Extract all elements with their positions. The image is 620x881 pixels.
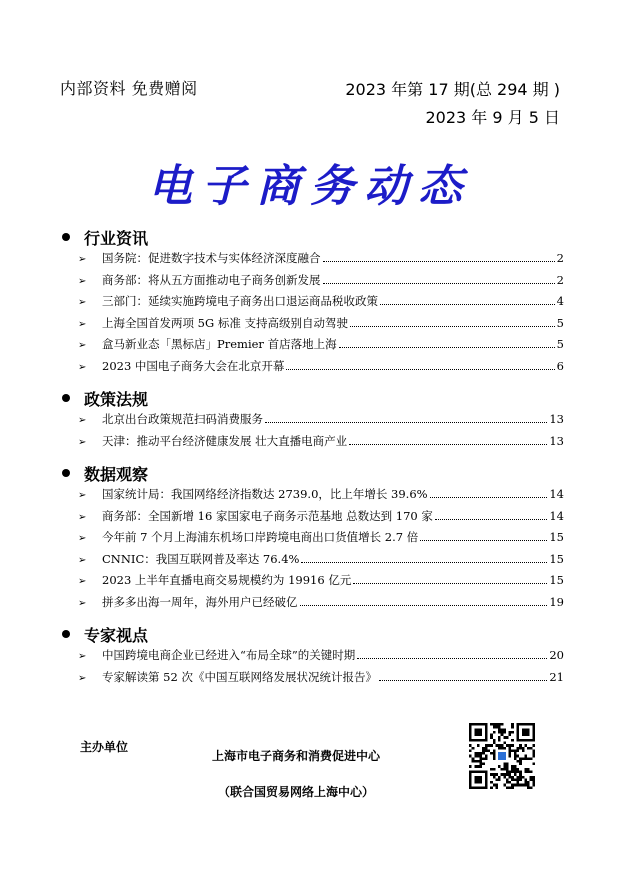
entry-title: CNNIC：我国互联网普及率达 76.4% bbox=[102, 551, 300, 566]
arrow-right-icon: ➢ bbox=[78, 436, 87, 448]
bullet-icon bbox=[62, 469, 70, 477]
entry-title: 中国跨境电商企业已经进入“布局全球”的关键时期 bbox=[102, 648, 356, 662]
dot-leader bbox=[300, 596, 548, 606]
entry-title: 商务部：全国新增 16 家国家电子商务示范基地 总数达到 170 家 bbox=[102, 508, 433, 523]
dot-leader bbox=[323, 274, 555, 284]
bullet-icon bbox=[62, 233, 70, 241]
masthead-title: 电子商务动态 bbox=[148, 161, 472, 212]
dot-leader bbox=[350, 317, 555, 327]
dot-leader bbox=[286, 360, 554, 370]
arrow-right-icon: ➢ bbox=[78, 672, 87, 684]
arrow-right-icon: ➢ bbox=[78, 340, 87, 351]
arrow-right-icon: ➢ bbox=[78, 318, 87, 330]
entry-title: 2023 中国电子商务大会在北京开幕 bbox=[102, 358, 285, 373]
dot-leader bbox=[349, 435, 547, 445]
arrow-right-icon: ➢ bbox=[78, 275, 87, 287]
entry-page-number: 13 bbox=[549, 433, 564, 448]
arrow-right-icon: ➢ bbox=[78, 254, 87, 265]
sponsor-subtitle: （联合国贸易网络上海中心） bbox=[217, 785, 374, 799]
dot-leader bbox=[265, 413, 547, 423]
section-title: 政策法规 bbox=[84, 389, 149, 409]
arrow-right-icon: ➢ bbox=[78, 297, 87, 308]
arrow-right-icon: ➢ bbox=[78, 533, 87, 544]
toc-entry[interactable] bbox=[58, 486, 564, 508]
toc-entry[interactable] bbox=[58, 551, 564, 573]
entry-page-number: 5 bbox=[556, 337, 564, 351]
dot-leader bbox=[323, 252, 555, 262]
sponsor-organization bbox=[196, 738, 396, 810]
entry-title: 北京出台政策规范扫码消费服务 bbox=[102, 412, 263, 426]
toc-entry[interactable] bbox=[58, 411, 564, 433]
issue-date: 2023 年 9 月 5 日 bbox=[425, 108, 560, 127]
entry-page-number: 14 bbox=[549, 508, 564, 523]
dot-leader bbox=[339, 338, 555, 348]
entry-title: 拼多多出海一周年，海外用户已经破亿 bbox=[102, 594, 298, 609]
section-heading bbox=[58, 385, 564, 411]
entry-title: 专家解读第 52 次《中国互联网络发展状况统计报告》 bbox=[102, 669, 377, 684]
entry-page-number: 2 bbox=[556, 272, 564, 287]
section-title: 行业资讯 bbox=[84, 228, 149, 248]
entry-title: 商务部：将从五方面推动电子商务创新发展 bbox=[102, 272, 321, 287]
toc-entry[interactable] bbox=[58, 529, 564, 551]
toc-entry[interactable] bbox=[58, 647, 564, 669]
entry-title: 三部门：延续实施跨境电子商务出口退运商品税收政策 bbox=[102, 294, 378, 308]
toc-entry[interactable] bbox=[58, 508, 564, 530]
bullet-icon bbox=[62, 394, 70, 402]
dot-leader bbox=[379, 671, 547, 681]
entry-title: 国家统计局：我国网络经济指数达 2739.0，比上年增长 39.6% bbox=[102, 487, 428, 501]
entry-page-number: 14 bbox=[549, 487, 564, 501]
dot-leader bbox=[420, 531, 547, 541]
entry-page-number: 13 bbox=[549, 412, 564, 426]
publication-note: 内部资料 免费赠阅 bbox=[60, 79, 198, 98]
qr-code-icon bbox=[469, 723, 535, 789]
entry-page-number: 15 bbox=[549, 530, 564, 544]
sponsor-label: 主办单位 bbox=[80, 740, 129, 754]
entry-title: 盒马新业态「黑标店」Premier 首店落地上海 bbox=[102, 337, 337, 351]
dot-leader bbox=[353, 574, 547, 584]
toc-entry[interactable] bbox=[58, 433, 564, 455]
section-heading bbox=[58, 621, 564, 647]
section-heading bbox=[58, 224, 564, 250]
entry-title: 上海全国首发两项 5G 标准 支持高级别自动驾驶 bbox=[102, 315, 348, 330]
toc-entry[interactable] bbox=[58, 272, 564, 294]
entry-page-number: 15 bbox=[549, 551, 564, 566]
arrow-right-icon: ➢ bbox=[78, 554, 87, 566]
dot-leader bbox=[430, 488, 548, 498]
arrow-right-icon: ➢ bbox=[78, 651, 87, 662]
section-heading bbox=[58, 460, 564, 486]
entry-page-number: 6 bbox=[556, 358, 564, 373]
toc-entry[interactable] bbox=[58, 250, 564, 272]
entry-page-number: 4 bbox=[556, 294, 564, 308]
entry-page-number: 5 bbox=[556, 315, 564, 330]
toc-entry[interactable] bbox=[58, 336, 564, 358]
toc-entry[interactable] bbox=[58, 315, 564, 337]
toc-section bbox=[58, 460, 564, 615]
toc-section bbox=[58, 621, 564, 690]
arrow-right-icon: ➢ bbox=[78, 415, 87, 426]
entry-title: 天津：推动平台经济健康发展 壮大直播电商产业 bbox=[102, 433, 348, 448]
arrow-right-icon: ➢ bbox=[78, 490, 87, 501]
table-of-contents bbox=[58, 224, 564, 696]
dot-leader bbox=[357, 649, 547, 659]
entry-page-number: 21 bbox=[549, 669, 564, 684]
issue-info bbox=[345, 76, 560, 132]
sponsor-name: 上海市电子商务和消费促进中心 bbox=[211, 749, 380, 763]
toc-entry[interactable] bbox=[58, 358, 564, 380]
toc-entry[interactable] bbox=[58, 572, 564, 594]
section-title: 专家视点 bbox=[84, 625, 149, 645]
entry-page-number: 15 bbox=[549, 573, 564, 587]
dot-leader bbox=[380, 295, 555, 305]
arrow-right-icon: ➢ bbox=[78, 361, 87, 373]
entry-title: 2023 上半年直播电商交易规模约为 19916 亿元 bbox=[102, 573, 352, 587]
entry-page-number: 19 bbox=[549, 594, 564, 609]
toc-entry[interactable] bbox=[58, 594, 564, 616]
toc-section bbox=[58, 385, 564, 454]
issue-number: 2023 年第 17 期(总 294 期 ) bbox=[345, 80, 560, 99]
entry-title: 今年前 7 个月上海浦东机场口岸跨境电商出口货值增长 2.7 倍 bbox=[102, 530, 419, 544]
dot-leader bbox=[435, 510, 548, 520]
entry-title: 国务院：促进数字技术与实体经济深度融合 bbox=[102, 251, 321, 265]
toc-entry[interactable] bbox=[58, 669, 564, 691]
bullet-icon bbox=[62, 630, 70, 638]
toc-section bbox=[58, 224, 564, 379]
section-title: 数据观察 bbox=[84, 464, 149, 484]
dot-leader bbox=[301, 553, 547, 563]
entry-page-number: 2 bbox=[556, 251, 564, 265]
arrow-right-icon: ➢ bbox=[78, 597, 87, 609]
arrow-right-icon: ➢ bbox=[78, 511, 87, 523]
entry-page-number: 20 bbox=[549, 648, 564, 662]
arrow-right-icon: ➢ bbox=[78, 576, 87, 587]
toc-entry[interactable] bbox=[58, 293, 564, 315]
